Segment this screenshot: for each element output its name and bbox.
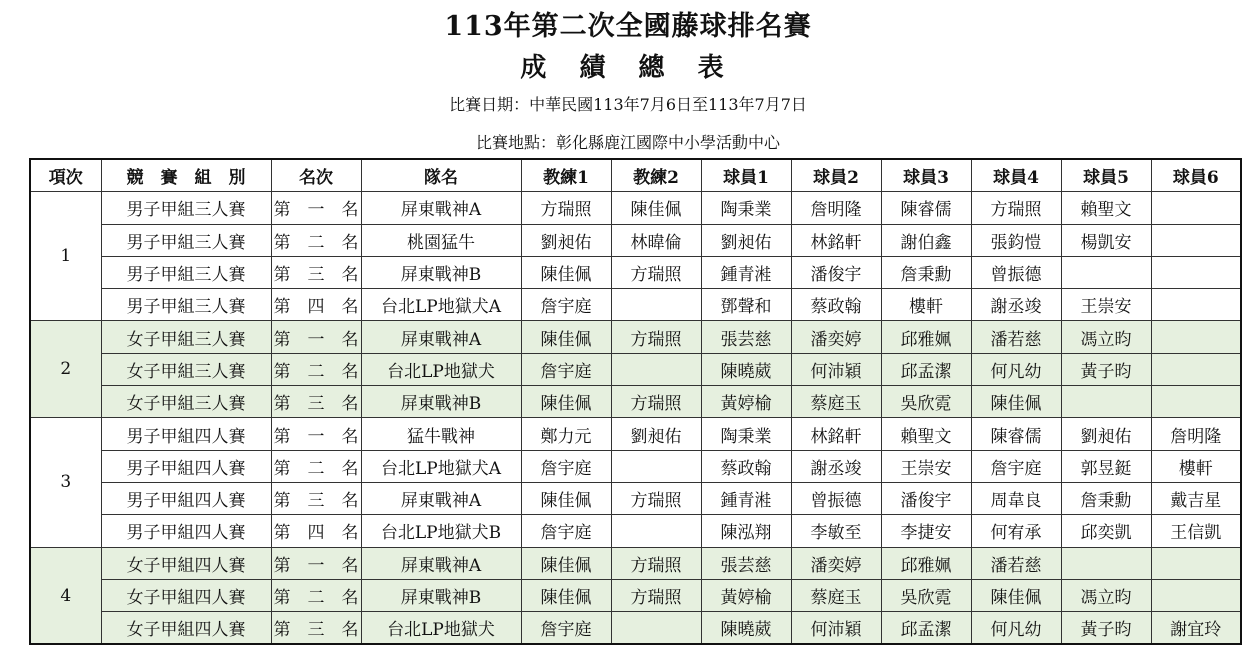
player-1-cell: 陳曉葳 bbox=[701, 612, 791, 645]
item-number-cell: 2 bbox=[30, 321, 101, 418]
player-2-cell: 潘奕婷 bbox=[791, 547, 881, 579]
player-1-cell: 張芸慈 bbox=[701, 547, 791, 579]
table-row bbox=[30, 321, 1241, 353]
team-cell: 屏東戰神A bbox=[361, 482, 521, 514]
coach-1-cell: 陳佳佩 bbox=[521, 386, 611, 418]
player-3-cell: 吳欣霓 bbox=[881, 386, 971, 418]
player-2-cell: 蔡庭玉 bbox=[791, 386, 881, 418]
header-player-5: 球員5 bbox=[1061, 159, 1151, 192]
player-6-cell bbox=[1151, 289, 1241, 321]
rank-cell: 第 三 名 bbox=[271, 256, 361, 288]
player-5-cell: 楊凱安 bbox=[1061, 224, 1151, 256]
table-row bbox=[30, 547, 1241, 579]
team-cell: 台北LP地獄犬A bbox=[361, 450, 521, 482]
player-5-cell: 王崇安 bbox=[1061, 289, 1151, 321]
coach-2-cell bbox=[611, 353, 701, 385]
table-row bbox=[30, 256, 1241, 288]
player-4-cell: 詹宇庭 bbox=[971, 450, 1061, 482]
player-3-cell: 謝伯鑫 bbox=[881, 224, 971, 256]
player-3-cell: 邱雅姵 bbox=[881, 321, 971, 353]
player-3-cell: 潘俊宇 bbox=[881, 482, 971, 514]
player-4-cell: 潘若慈 bbox=[971, 321, 1061, 353]
player-3-cell: 邱孟潔 bbox=[881, 353, 971, 385]
header-player-3: 球員3 bbox=[881, 159, 971, 192]
player-4-cell: 潘若慈 bbox=[971, 547, 1061, 579]
player-4-cell: 何凡幼 bbox=[971, 353, 1061, 385]
player-5-cell: 劉昶佑 bbox=[1061, 418, 1151, 450]
table-row bbox=[30, 482, 1241, 514]
player-1-cell: 鍾青溎 bbox=[701, 256, 791, 288]
team-cell: 屏東戰神B bbox=[361, 579, 521, 611]
coach-1-cell: 方瑞照 bbox=[521, 192, 611, 224]
division-cell: 男子甲組四人賽 bbox=[101, 482, 271, 514]
division-cell: 男子甲組三人賽 bbox=[101, 289, 271, 321]
player-5-cell: 郭昱鋌 bbox=[1061, 450, 1151, 482]
player-6-cell bbox=[1151, 547, 1241, 579]
header-division: 競 賽 組 別 bbox=[101, 159, 271, 192]
rank-cell: 第 三 名 bbox=[271, 386, 361, 418]
player-2-cell: 潘俊宇 bbox=[791, 256, 881, 288]
coach-1-cell: 陳佳佩 bbox=[521, 256, 611, 288]
player-4-cell: 陳佳佩 bbox=[971, 579, 1061, 611]
player-1-cell: 陳曉葳 bbox=[701, 353, 791, 385]
page-title: 113年第二次全國藤球排名賽 bbox=[444, 11, 812, 42]
coach-2-cell: 林暐倫 bbox=[611, 224, 701, 256]
header-player-2: 球員2 bbox=[791, 159, 881, 192]
player-3-cell: 陳睿儒 bbox=[881, 192, 971, 224]
player-3-cell: 樓軒 bbox=[881, 289, 971, 321]
player-2-cell: 詹明隆 bbox=[791, 192, 881, 224]
team-cell: 屏東戰神B bbox=[361, 386, 521, 418]
team-cell: 屏東戰神A bbox=[361, 192, 521, 224]
player-6-cell bbox=[1151, 192, 1241, 224]
coach-2-cell: 方瑞照 bbox=[611, 579, 701, 611]
player-5-cell: 馮立昀 bbox=[1061, 579, 1151, 611]
player-2-cell: 曾振德 bbox=[791, 482, 881, 514]
player-1-cell: 劉昶佑 bbox=[701, 224, 791, 256]
header-player-4: 球員4 bbox=[971, 159, 1061, 192]
coach-2-cell: 方瑞照 bbox=[611, 482, 701, 514]
player-3-cell: 王崇安 bbox=[881, 450, 971, 482]
page-subtitle: 成 績 總 表 bbox=[520, 53, 736, 83]
player-4-cell: 周韋良 bbox=[971, 482, 1061, 514]
player-5-cell: 詹秉勳 bbox=[1061, 482, 1151, 514]
division-cell: 男子甲組四人賽 bbox=[101, 515, 271, 547]
player-5-cell: 賴聖文 bbox=[1061, 192, 1151, 224]
coach-1-cell: 詹宇庭 bbox=[521, 450, 611, 482]
player-6-cell: 王信凱 bbox=[1151, 515, 1241, 547]
division-cell: 男子甲組四人賽 bbox=[101, 450, 271, 482]
header-item-no: 項次 bbox=[30, 159, 101, 192]
team-cell: 台北LP地獄犬B bbox=[361, 515, 521, 547]
coach-1-cell: 詹宇庭 bbox=[521, 612, 611, 645]
coach-2-cell: 劉昶佑 bbox=[611, 418, 701, 450]
coach-2-cell bbox=[611, 289, 701, 321]
coach-2-cell bbox=[611, 450, 701, 482]
player-5-cell: 馮立昀 bbox=[1061, 321, 1151, 353]
player-3-cell: 詹秉勳 bbox=[881, 256, 971, 288]
coach-1-cell: 陳佳佩 bbox=[521, 547, 611, 579]
item-number-cell: 4 bbox=[30, 547, 101, 644]
player-1-cell: 黃婷榆 bbox=[701, 386, 791, 418]
player-4-cell: 方瑞照 bbox=[971, 192, 1061, 224]
player-6-cell bbox=[1151, 579, 1241, 611]
team-cell: 桃園猛牛 bbox=[361, 224, 521, 256]
player-5-cell: 邱奕凱 bbox=[1061, 515, 1151, 547]
competition-venue: 比賽地點：彰化縣鹿江國際中小學活動中心 bbox=[475, 133, 780, 152]
team-cell: 屏東戰神B bbox=[361, 256, 521, 288]
table-row bbox=[30, 386, 1241, 418]
division-cell: 女子甲組三人賽 bbox=[101, 386, 271, 418]
player-6-cell: 樓軒 bbox=[1151, 450, 1241, 482]
player-4-cell: 陳佳佩 bbox=[971, 386, 1061, 418]
header-player-6: 球員6 bbox=[1151, 159, 1241, 192]
division-cell: 女子甲組四人賽 bbox=[101, 547, 271, 579]
player-1-cell: 陶秉業 bbox=[701, 192, 791, 224]
player-2-cell: 林銘軒 bbox=[791, 418, 881, 450]
player-4-cell: 何宥承 bbox=[971, 515, 1061, 547]
player-2-cell: 蔡政翰 bbox=[791, 289, 881, 321]
team-cell: 台北LP地獄犬 bbox=[361, 612, 521, 645]
player-6-cell bbox=[1151, 256, 1241, 288]
player-5-cell bbox=[1061, 386, 1151, 418]
rank-cell: 第 四 名 bbox=[271, 515, 361, 547]
coach-2-cell: 方瑞照 bbox=[611, 321, 701, 353]
coach-2-cell: 方瑞照 bbox=[611, 547, 701, 579]
division-cell: 女子甲組三人賽 bbox=[101, 353, 271, 385]
player-6-cell bbox=[1151, 353, 1241, 385]
rank-cell: 第 二 名 bbox=[271, 579, 361, 611]
division-cell: 男子甲組三人賽 bbox=[101, 192, 271, 224]
table-row bbox=[30, 579, 1241, 611]
division-cell: 女子甲組四人賽 bbox=[101, 612, 271, 645]
player-1-cell: 陳泓翔 bbox=[701, 515, 791, 547]
player-4-cell: 何凡幼 bbox=[971, 612, 1061, 645]
player-6-cell: 詹明隆 bbox=[1151, 418, 1241, 450]
rank-cell: 第 二 名 bbox=[271, 353, 361, 385]
player-4-cell: 陳睿儒 bbox=[971, 418, 1061, 450]
rank-cell: 第 二 名 bbox=[271, 450, 361, 482]
team-cell: 台北LP地獄犬A bbox=[361, 289, 521, 321]
coach-2-cell bbox=[611, 515, 701, 547]
player-3-cell: 邱雅姵 bbox=[881, 547, 971, 579]
header-team: 隊名 bbox=[361, 159, 521, 192]
results-table bbox=[29, 158, 1242, 645]
coach-1-cell: 劉昶佑 bbox=[521, 224, 611, 256]
division-cell: 男子甲組三人賽 bbox=[101, 224, 271, 256]
player-4-cell: 張鈞愷 bbox=[971, 224, 1061, 256]
player-6-cell: 戴吉星 bbox=[1151, 482, 1241, 514]
rank-cell: 第 一 名 bbox=[271, 321, 361, 353]
player-6-cell: 謝宜玲 bbox=[1151, 612, 1241, 645]
player-1-cell: 陶秉業 bbox=[701, 418, 791, 450]
player-5-cell bbox=[1061, 256, 1151, 288]
player-1-cell: 鍾青溎 bbox=[701, 482, 791, 514]
player-3-cell: 邱孟潔 bbox=[881, 612, 971, 645]
player-1-cell: 蔡政翰 bbox=[701, 450, 791, 482]
header-coach-1: 教練1 bbox=[521, 159, 611, 192]
team-cell: 猛牛戰神 bbox=[361, 418, 521, 450]
header-player-1: 球員1 bbox=[701, 159, 791, 192]
player-2-cell: 林銘軒 bbox=[791, 224, 881, 256]
player-2-cell: 潘奕婷 bbox=[791, 321, 881, 353]
division-cell: 男子甲組四人賽 bbox=[101, 418, 271, 450]
player-2-cell: 何沛穎 bbox=[791, 612, 881, 645]
header-rank: 名次 bbox=[271, 159, 361, 192]
item-number-cell: 1 bbox=[30, 192, 101, 321]
player-1-cell: 張芸慈 bbox=[701, 321, 791, 353]
rank-cell: 第 三 名 bbox=[271, 612, 361, 645]
coach-1-cell: 陳佳佩 bbox=[521, 579, 611, 611]
player-6-cell bbox=[1151, 224, 1241, 256]
rank-cell: 第 二 名 bbox=[271, 224, 361, 256]
division-cell: 女子甲組四人賽 bbox=[101, 579, 271, 611]
rank-cell: 第 四 名 bbox=[271, 289, 361, 321]
rank-cell: 第 一 名 bbox=[271, 418, 361, 450]
team-cell: 屏東戰神A bbox=[361, 321, 521, 353]
table-row bbox=[30, 515, 1241, 547]
header-coach-2: 教練2 bbox=[611, 159, 701, 192]
table-row bbox=[30, 418, 1241, 450]
player-3-cell: 吳欣霓 bbox=[881, 579, 971, 611]
coach-1-cell: 詹宇庭 bbox=[521, 289, 611, 321]
coach-1-cell: 鄭力元 bbox=[521, 418, 611, 450]
table-row bbox=[30, 192, 1241, 224]
coach-2-cell bbox=[611, 612, 701, 645]
player-2-cell: 李敏至 bbox=[791, 515, 881, 547]
coach-1-cell: 詹宇庭 bbox=[521, 515, 611, 547]
coach-2-cell: 陳佳佩 bbox=[611, 192, 701, 224]
table-row bbox=[30, 612, 1241, 645]
item-number-cell: 3 bbox=[30, 418, 101, 547]
team-cell: 台北LP地獄犬 bbox=[361, 353, 521, 385]
team-cell: 屏東戰神A bbox=[361, 547, 521, 579]
player-3-cell: 李捷安 bbox=[881, 515, 971, 547]
table-row bbox=[30, 224, 1241, 256]
coach-2-cell: 方瑞照 bbox=[611, 256, 701, 288]
player-1-cell: 黃婷榆 bbox=[701, 579, 791, 611]
table-row bbox=[30, 289, 1241, 321]
player-5-cell: 黃子昀 bbox=[1061, 612, 1151, 645]
player-2-cell: 蔡庭玉 bbox=[791, 579, 881, 611]
table-header-row bbox=[30, 159, 1241, 192]
player-2-cell: 謝丞竣 bbox=[791, 450, 881, 482]
table-row bbox=[30, 353, 1241, 385]
table-row bbox=[30, 450, 1241, 482]
player-4-cell: 謝丞竣 bbox=[971, 289, 1061, 321]
coach-1-cell: 陳佳佩 bbox=[521, 321, 611, 353]
player-2-cell: 何沛穎 bbox=[791, 353, 881, 385]
player-3-cell: 賴聖文 bbox=[881, 418, 971, 450]
player-5-cell: 黃子昀 bbox=[1061, 353, 1151, 385]
player-5-cell bbox=[1061, 547, 1151, 579]
player-6-cell bbox=[1151, 321, 1241, 353]
coach-1-cell: 陳佳佩 bbox=[521, 482, 611, 514]
coach-2-cell: 方瑞照 bbox=[611, 386, 701, 418]
player-4-cell: 曾振德 bbox=[971, 256, 1061, 288]
rank-cell: 第 一 名 bbox=[271, 547, 361, 579]
division-cell: 男子甲組三人賽 bbox=[101, 256, 271, 288]
coach-1-cell: 詹宇庭 bbox=[521, 353, 611, 385]
player-6-cell bbox=[1151, 386, 1241, 418]
rank-cell: 第 一 名 bbox=[271, 192, 361, 224]
player-1-cell: 鄧聲和 bbox=[701, 289, 791, 321]
rank-cell: 第 三 名 bbox=[271, 482, 361, 514]
division-cell: 女子甲組三人賽 bbox=[101, 321, 271, 353]
competition-date: 比賽日期：中華民國113年7月6日至113年7月7日 bbox=[449, 95, 807, 114]
